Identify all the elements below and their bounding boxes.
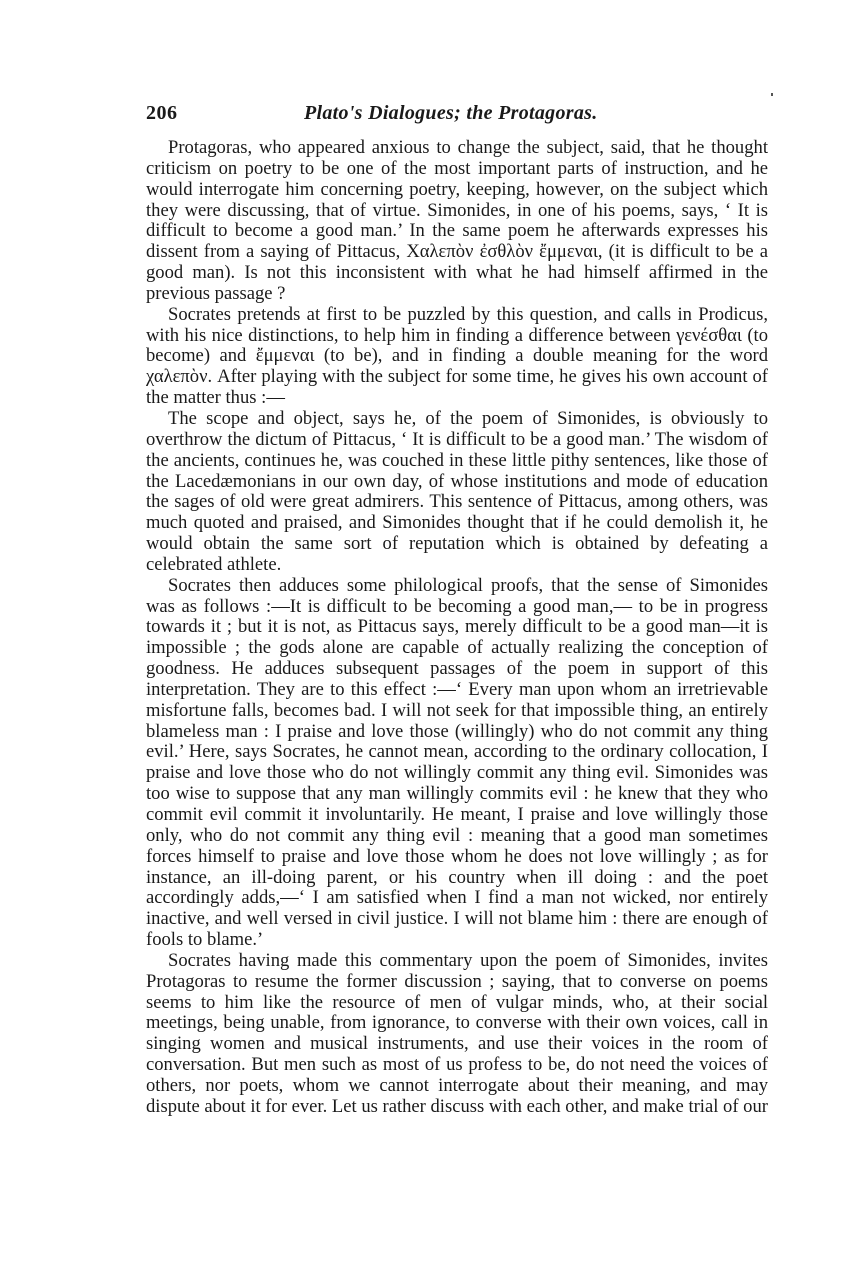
page-header: [146, 102, 768, 132]
paragraph: Protagoras, who appeared anxious to change the subject, said, that he thought criticism on poetry to be one of the most important parts of instruction, and he would interrogate him concerning poetry, keeping, however, on the subject which they were discussing, that of virtue. Simonides, in one of his poems, says, ‘ It is difficult to become a good man.’ In the same poem he afterwards expresses his dissent from a saying of Pittacus, Χαλεπὸν ἐσθλὸν ἔμμεναι, (it is difficult to be a good man). Is not this inconsistent with what he had himself affirmed in the previous passage ?: [146, 137, 768, 304]
paragraph: The scope and object, says he, of the poem of Simonides, is obviously to overthrow the dictum of Pittacus, ‘ It is difficult to be a good man.’ The wisdom of the ancients, continues he, was couched in these little pithy sentences, like those of the Lacedæmonians in our own day, of whose institutions and mode of education the sages of old were great admirers. This sentence of Pittacus, among others, was much quoted and praised, and Simonides thought that if he could demolish it, he would obtain the same sort of reputation which is obtained by defeating a celebrated athlete.: [146, 407, 768, 575]
page-number: 206: [146, 102, 178, 124]
running-head: Plato's Dialogues; the Protagoras.: [304, 102, 598, 124]
paragraph: Socrates pretends at first to be puzzled by this question, and calls in Prodicus, with his nice distinctions, to help him in finding a difference between γενέσθαι (to become) and ἔμμεναι (to be), and in finding a double meaning for the word χαλεπὸν. After playing with the subject for some time, he gives his own account of the matter thus :—: [146, 303, 768, 409]
paragraph: Socrates having made this commentary upon the poem of Simonides, invites Protagoras to resume the former discussion ; saying, that to converse on poems seems to him like the resource of men of vulgar minds, who, at their social meetings, being unable, from ignorance, to converse with their own voices, call in singing women and musical instruments, and use their voices in the room of conversation. But men such as most of us profess to be, do not need the voices of others, nor poets, whom we cannot interrogate about their meaning, and may dispute about it for ever. Let us rather discuss with each other, and make trial of our: [146, 949, 768, 1117]
print-speck: [771, 93, 773, 96]
body-text: [146, 138, 768, 1118]
paragraph: Socrates then adduces some philological proofs, that the sense of Simonides was as follows :—It is difficult to be becoming a good man,— to be in progress towards it ; but it is not, as Pittacus says, merely difficult to be a good man—it is impossible ; the gods alone are capable of actually realizing the conception of goodness. He adduces subsequent passages of the poem in support of this interpretation. They are to this effect :—‘ Every man upon whom an irretrievable misfortune falls, becomes bad. I will not seek for that impossible thing, an entirely blameless man : I praise and love those (willingly) who do not commit any thing evil.’ Here, says Socrates, he cannot mean, according to the ordinary collocation, I praise and love those who do not willingly commit any thing evil. Simonides was too wise to suppose that any man willingly commits evil : he knew that they who commit evil commit it involuntarily. He meant, I praise and love willingly those only, who do not commit any thing evil : meaning that a good man sometimes forces himself to praise and love those whom he does not love willingly ; as for instance, an ill-doing parent, or his country when ill doing : and the poet accordingly adds,—‘ I am satisfied when I find a man not wicked, nor entirely inactive, and well versed in civil justice. I will not blame him : there are enough of fools to blame.’: [146, 574, 768, 951]
